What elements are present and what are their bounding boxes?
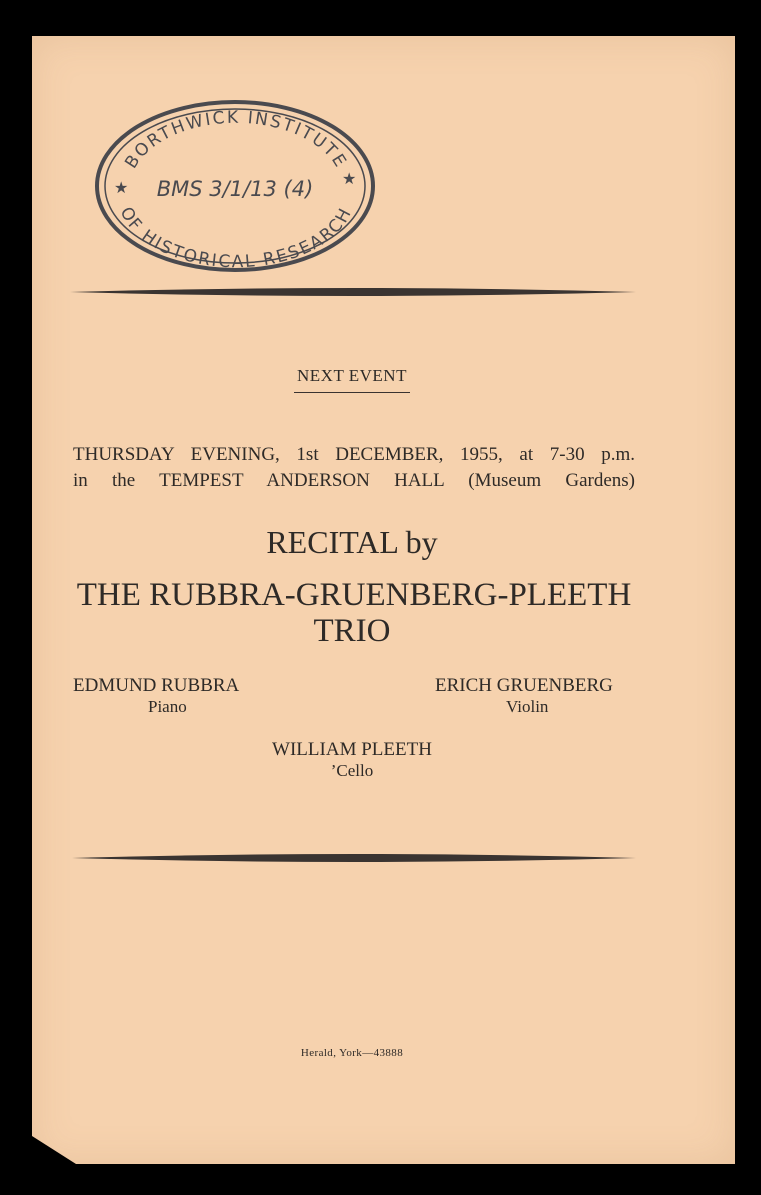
next-event-heading: NEXT EVENT bbox=[297, 366, 407, 385]
performer-name-rubbra: EDMUND RUBBRA bbox=[73, 675, 240, 696]
heading-underline bbox=[294, 392, 410, 393]
folded-corner bbox=[32, 1136, 76, 1164]
event-venue: in the TEMPEST ANDERSON HALL (Museum Gardens) bbox=[73, 470, 635, 491]
trio-name: THE RUBBRA-GRUENBERG-PLEETH bbox=[76, 577, 632, 613]
programme-leaflet bbox=[32, 36, 735, 1164]
top-decorative-rule bbox=[70, 286, 636, 298]
event-date-time: THURSDAY EVENING, 1st DECEMBER, 1955, at 7-30 p.m. bbox=[73, 444, 635, 465]
recital-title: RECITAL by bbox=[266, 524, 438, 560]
printer-imprint: Herald, York—43888 bbox=[300, 1047, 404, 1059]
stamp-institution-top: BORTHWICK INSTITUTE bbox=[121, 107, 351, 173]
stamp-star-left-icon: ★ bbox=[114, 180, 129, 197]
svg-text:OF HISTORICAL RESEARCH bbox=[116, 204, 357, 272]
stamp-institution-bottom: OF HISTORICAL RESEARCH bbox=[115, 203, 357, 273]
performer-instrument-cello: ’Cello bbox=[330, 761, 374, 780]
performer-name-pleeth: WILLIAM PLEETH bbox=[272, 739, 432, 760]
performer-name-gruenberg: ERICH GRUENBERG bbox=[435, 675, 613, 696]
bottom-decorative-rule bbox=[72, 852, 636, 864]
performer-instrument-violin: Violin bbox=[506, 697, 549, 716]
stamp-reference: BMS 3/1/13 (4) bbox=[156, 177, 314, 201]
stamp-star-right-icon: ★ bbox=[342, 171, 357, 188]
trio-word: TRIO bbox=[313, 613, 391, 649]
performer-instrument-piano: Piano bbox=[148, 697, 187, 716]
archive-stamp bbox=[92, 96, 377, 276]
